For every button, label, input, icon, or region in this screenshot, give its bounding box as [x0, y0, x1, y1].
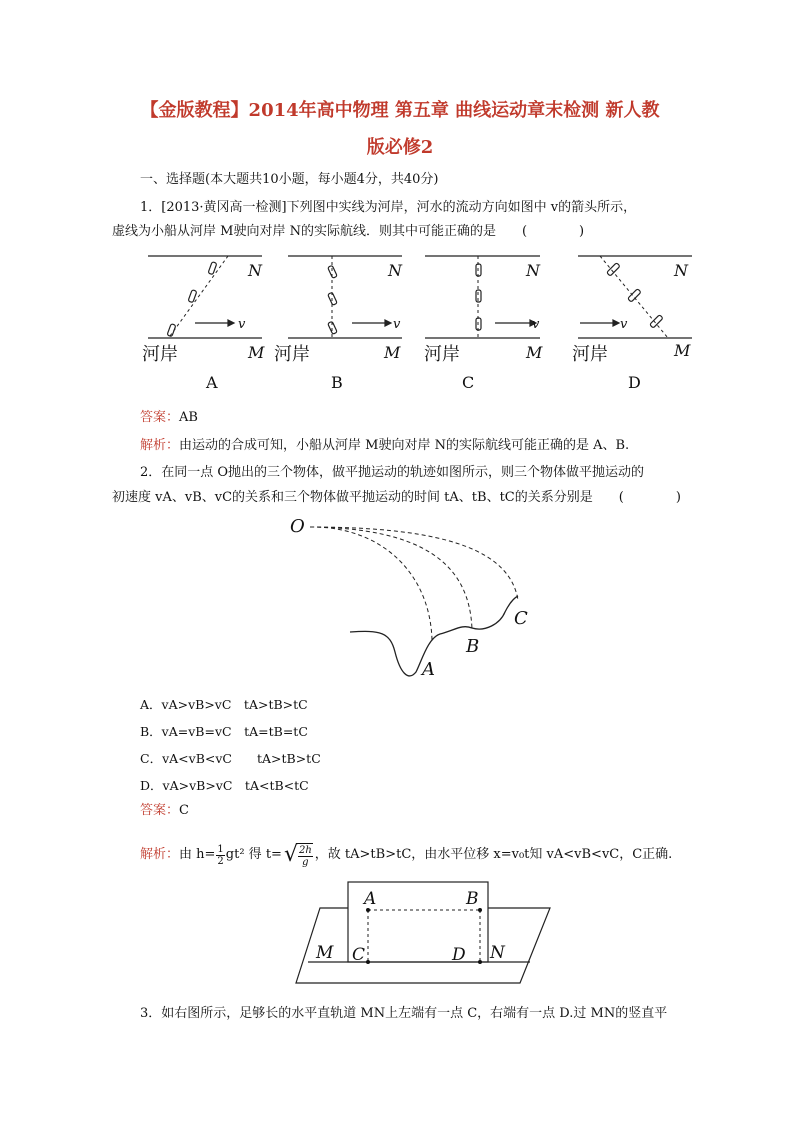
doc-title-line2: 版必修2 [366, 137, 434, 158]
fig3-point-a: A [364, 889, 377, 909]
q2-line2: 初速度 vA、vB、vC的关系和三个物体做平抛运动的时间 tA、tB、tC的关系分别是 ( ) [112, 490, 681, 505]
fig-a-caption: A [206, 373, 218, 392]
fig3-label-n: N [490, 943, 505, 963]
fig-b-m-label: M [384, 343, 401, 362]
fig-b-v-label: v [393, 317, 401, 332]
fig-d-m-label: M [674, 341, 691, 360]
fig-point-a: A [422, 659, 435, 680]
q1-figure [140, 248, 700, 396]
sqrt-numerator: 2h [298, 844, 312, 856]
fig-b-n-label: N [388, 261, 402, 280]
sqrt-expression [284, 843, 313, 868]
q1-explanation [140, 438, 629, 454]
q2-option-a: A．vA>vB>vC tA>tB>tC [140, 697, 308, 712]
fraction-denominator: 2 [217, 855, 224, 867]
section-heading: 一、选择题(本大题共10小题，每小题4分，共40分) [140, 172, 439, 187]
q2-line1: 2．在同一点 O抛出的三个物体，做平抛运动的轨迹如图所示，则三个物体做平抛运动的 [140, 465, 645, 480]
fig-point-c: C [514, 608, 528, 629]
q2-explain-part-b: gt² 得 t= [225, 847, 282, 862]
fig-c-m-label: M [526, 343, 543, 362]
q1-answer [140, 410, 198, 426]
q1-explain-label: 解析： [140, 438, 180, 453]
fig-a-m-label: M [248, 343, 265, 362]
q2-explain-part-a: 由 h= [179, 847, 216, 862]
q2-answer-label: 答案： [140, 803, 180, 818]
fig-a-river-label: 河岸 [142, 344, 178, 365]
fraction-half [216, 844, 224, 867]
fig3-point-d: D [452, 945, 466, 965]
fig-point-o: O [290, 516, 305, 537]
q2-option-c: C．vA<vB<vC tA>tB>tC [140, 751, 321, 766]
fig-d-river-label: 河岸 [572, 344, 608, 365]
sqrt-denominator: g [302, 856, 309, 868]
fig3-point-b: B [466, 889, 479, 909]
q2-explain-part-c: ，故 tA>tB>tC，由水平位移 x=v₀t知 vA<vB<vC，C正确. [314, 847, 673, 862]
q2-answer-value: C [179, 803, 189, 818]
fig-c-n-label: N [526, 261, 540, 280]
q2-option-b: B．vA=vB=vC tA=tB=tC [140, 724, 308, 739]
fig-a-v-label: v [238, 317, 246, 332]
fig-b-river-label: 河岸 [274, 344, 310, 365]
fig3-label-m: M [316, 943, 334, 963]
q2-answer [140, 803, 189, 819]
q1-line2: 虚线为小船从河岸 M驶向对岸 N的实际航线．则其中可能正确的是 ( ) [112, 224, 585, 239]
q1-answer-label: 答案： [140, 410, 180, 425]
doc-title-line1: 【金版教程】2014年高中物理 第五章 曲线运动章末检测 新人教 [140, 100, 660, 121]
q2-trajectory-figure [280, 512, 540, 682]
q1-answer-value: AB [179, 410, 198, 425]
q2-explain-label: 解析： [140, 847, 180, 862]
fig-c-v-label: v [532, 317, 540, 332]
q1-line1: 1．[2013·黄冈高一检测]下列图中实线为河岸，河水的流动方向如图中 v的箭头所示， [140, 200, 637, 215]
fig-c-river-label: 河岸 [424, 344, 460, 365]
fig-point-b: B [466, 636, 480, 657]
fig-c-caption: C [462, 373, 475, 392]
q1-explain-text: 由运动的合成可知，小船从河岸 M驶向对岸 N的实际航线可能正确的是 A、B. [179, 438, 630, 453]
sqrt-icon: √ [283, 842, 298, 867]
q3-line1: 3．如右图所示，足够长的水平直轨道 MN上左端有一点 C，右端有一点 D.过 MN的竖直平 [140, 1006, 668, 1021]
fig-d-v-label: v [620, 317, 628, 332]
fraction-numerator: 1 [217, 843, 224, 855]
fig-b-caption: B [331, 373, 343, 392]
q3-track-figure [290, 878, 560, 988]
fig-a-n-label: N [248, 261, 262, 280]
q2-explanation [140, 840, 672, 870]
fig-d-n-label: N [674, 261, 688, 280]
fig3-point-c: C [352, 945, 366, 965]
sqrt-fraction [298, 843, 313, 868]
q2-option-d: D．vA>vB>vC tA<tB<tC [140, 778, 309, 793]
fig-d-caption: D [628, 373, 641, 392]
